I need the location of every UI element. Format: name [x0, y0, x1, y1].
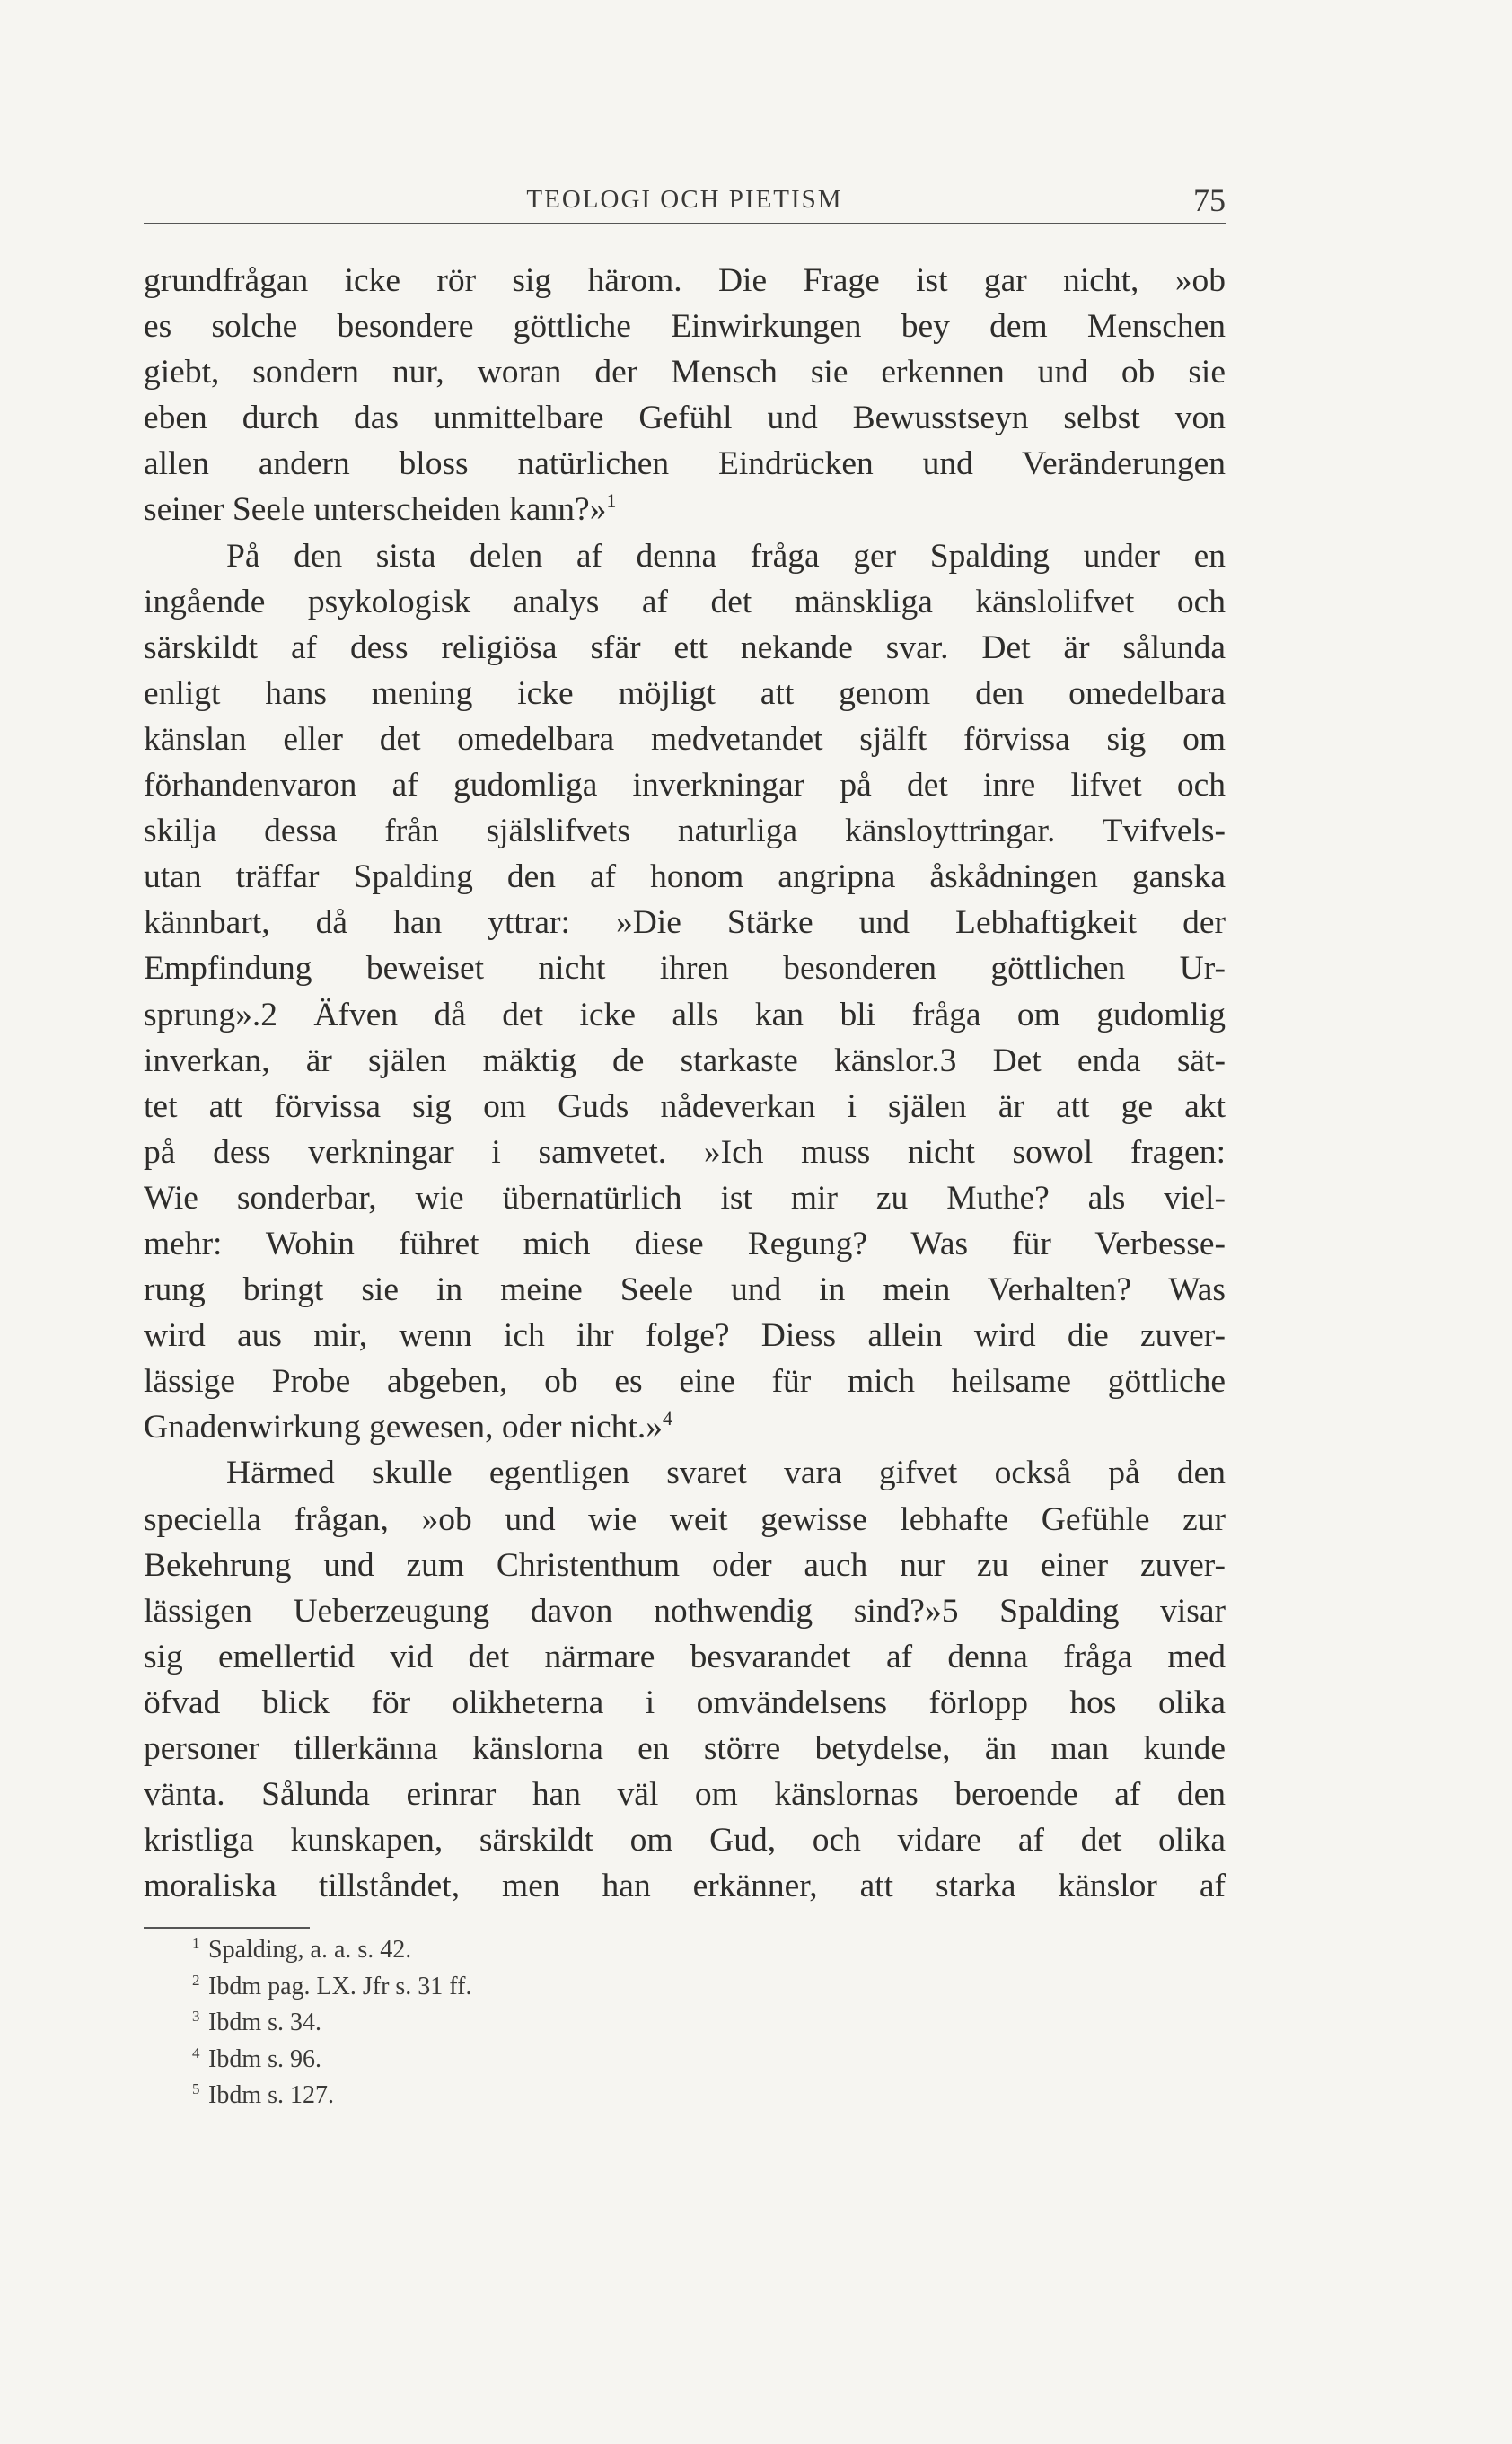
text-line — [144, 441, 1226, 487]
text-line-content: särskildt af dess religiösa sfär ett nekande svar. Det är sålunda — [144, 629, 1226, 666]
text-line-content: Gnadenwirkung gewesen, oder nicht.» — [144, 1409, 663, 1446]
text-line — [144, 1543, 1226, 1588]
header-rule — [144, 223, 1226, 224]
text-line-content: kristliga kunskapen, särskildt om Gud, och vidare af det olika — [144, 1822, 1226, 1859]
text-line — [144, 1634, 1226, 1680]
footnote-text: Ibdm s. 96. — [208, 2044, 321, 2073]
text-line — [144, 1404, 1226, 1450]
text-line — [144, 1450, 1226, 1496]
text-line-content: rung bringt sie in meine Seele und in mein Verhalten? Was — [144, 1271, 1226, 1309]
footnote — [192, 1969, 472, 2006]
text-line — [144, 854, 1226, 900]
text-line-content: lässigen Ueberzeugung davon nothwendig sind?»5 Spalding visar — [144, 1592, 1226, 1630]
footnote — [192, 2005, 471, 2042]
footnote — [192, 2042, 471, 2079]
text-line — [144, 671, 1226, 716]
footnote-mark: 4 — [192, 2044, 200, 2062]
text-line-content: speciella frågan, »ob und wie weit gewisse lebhafte Gefühle zur — [144, 1500, 1226, 1538]
text-line — [144, 900, 1226, 945]
text-line — [144, 1221, 1226, 1267]
text-line-content: mehr: Wohin führet mich diese Regung? Was für Verbesse- — [144, 1225, 1226, 1262]
text-line — [144, 1038, 1226, 1084]
footnote-reference: 4 — [662, 1407, 672, 1430]
text-line-content: skilja dessa från själslifvets naturliga känsloyttringar. Tvifvels- — [144, 813, 1226, 850]
text-line-content: sprung».2 Äfven då det icke alls kan bli fråga om gudomlig — [144, 996, 1226, 1033]
text-line — [144, 1313, 1226, 1358]
text-line — [144, 349, 1226, 395]
text-line-content: wird aus mir, wenn ich ihr folge? Diess allein wird die zuver- — [144, 1317, 1226, 1355]
text-line — [144, 625, 1226, 671]
footnote-mark: 5 — [192, 2080, 200, 2097]
text-line-content: utan träffar Spalding den af honom angripna åskådningen ganska — [144, 858, 1226, 896]
text-line — [144, 1267, 1226, 1313]
text-line — [144, 808, 1226, 854]
text-line-content: sig emellertid vid det närmare besvarandet af denna fråga med — [144, 1638, 1226, 1675]
text-line — [144, 1084, 1226, 1130]
text-line — [144, 1726, 1226, 1771]
text-line — [144, 395, 1226, 441]
footnote-mark: 1 — [192, 1935, 200, 1952]
text-line — [144, 762, 1226, 808]
text-line — [144, 1358, 1226, 1404]
running-title: TEOLOGI OCH PIETISM — [526, 185, 843, 214]
text-line-content: grundfrågan icke rör sig härom. Die Frage ist gar nicht, »ob — [144, 262, 1226, 299]
text-line-content: eben durch das unmittelbare Gefühl und Bewusstseyn selbst von — [144, 400, 1226, 437]
text-line — [144, 1863, 1226, 1909]
text-line — [144, 533, 1226, 579]
text-line — [144, 303, 1226, 349]
text-line — [144, 1588, 1226, 1634]
footnote — [192, 1932, 471, 1969]
footnote-text: Ibdm s. 34. — [208, 2009, 321, 2036]
text-line-content: kännbart, då han yttrar: »Die Stärke und Lebhaftigkeit der — [144, 904, 1226, 942]
text-line — [144, 487, 1226, 532]
footnote — [192, 2078, 471, 2114]
text-line — [144, 1497, 1226, 1543]
running-header — [144, 176, 1226, 230]
text-line — [144, 992, 1226, 1038]
text-line — [144, 1680, 1226, 1726]
text-line-content: Härmed skulle egentligen svaret vara gifvet också på den — [226, 1455, 1226, 1492]
text-line — [144, 579, 1226, 625]
footnote-mark: 2 — [192, 1971, 200, 1989]
footnotes — [192, 1932, 472, 2114]
text-line-content: Wie sonderbar, wie übernatürlich ist mir zu Muthe? als viel- — [144, 1179, 1226, 1217]
text-line-content: vänta. Sålunda erinrar han väl om känslornas beroende af den — [144, 1776, 1226, 1814]
text-line — [144, 1817, 1226, 1863]
text-line-content: Bekehrung und zum Christenthum oder auch nur zu einer zuver- — [144, 1546, 1226, 1584]
text-line — [144, 945, 1226, 991]
text-line — [144, 1771, 1226, 1817]
text-line — [144, 716, 1226, 762]
text-line-content: ingående psykologisk analys af det mänskliga känslolifvet och — [144, 583, 1226, 620]
text-line-content: Empfindung beweiset nicht ihren besonderen göttlichen Ur- — [144, 950, 1226, 988]
text-line-content: allen andern bloss natürlichen Eindrücken und Veränderungen — [144, 445, 1226, 483]
text-line-content: giebt, sondern nur, woran der Mensch sie erkennen und ob sie — [144, 354, 1226, 391]
footnote-text: Ibdm pag. LX. Jfr s. 31 ff. — [208, 1972, 472, 2000]
footnote-reference: 1 — [606, 489, 617, 513]
text-line-content: På den sista delen af denna fråga ger Spalding under en — [226, 537, 1226, 575]
text-line-content: lässige Probe abgeben, ob es eine für mich heilsame göttliche — [144, 1363, 1226, 1401]
text-line — [144, 258, 1226, 303]
footnote-mark: 3 — [192, 2008, 200, 2025]
text-line-content: på dess verkningar i samvetet. »Ich muss nicht sowol fragen: — [144, 1133, 1226, 1171]
text-line-content: inverkan, är själen mäktig de starkaste känslor.3 Det enda sät- — [144, 1042, 1226, 1079]
footnote-rule — [144, 1927, 310, 1929]
body-text — [144, 258, 1226, 1909]
text-line — [144, 1130, 1226, 1175]
text-line — [144, 1175, 1226, 1221]
text-line-content: enligt hans mening icke möjligt att genom den omedelbara — [144, 674, 1226, 712]
text-line-content: es solche besondere göttliche Einwirkungen bey dem Menschen — [144, 308, 1226, 346]
text-line-content: moraliska tillståndet, men han erkänner, att starka känslor af — [144, 1868, 1226, 1905]
text-line-content: tet att förvissa sig om Guds nådeverkan i själen är att ge akt — [144, 1087, 1226, 1125]
footnote-text: Spalding, a. a. s. 42. — [208, 1936, 412, 1964]
text-line-content: öfvad blick för olikheterna i omvändelsens förlopp hos olika — [144, 1684, 1226, 1721]
footnote-text: Ibdm s. 127. — [208, 2081, 334, 2109]
text-line-content: förhandenvaron af gudomliga inverkningar på det inre lifvet och — [144, 767, 1226, 804]
page-number: 75 — [1193, 182, 1226, 218]
text-line-content: seiner Seele unterscheiden kann?» — [144, 491, 607, 529]
text-line-content: personer tillerkänna känslorna en större betydelse, än man kunde — [144, 1730, 1226, 1767]
text-line-content: känslan eller det omedelbara medvetandet själft förvissa sig om — [144, 720, 1226, 758]
